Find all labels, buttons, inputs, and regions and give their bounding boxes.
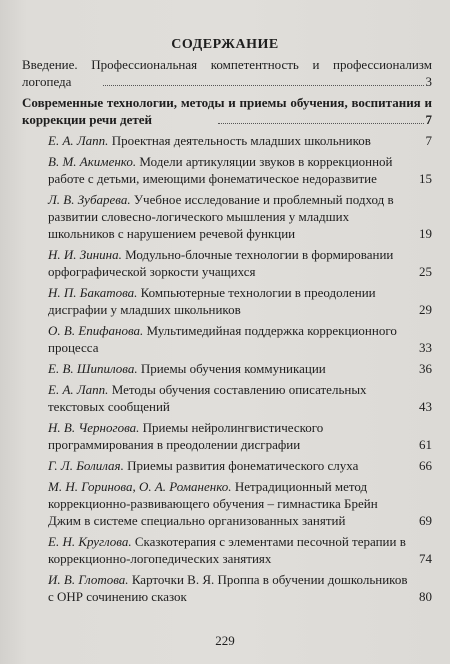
page-ref: 80 [419,589,432,604]
entry-title: Карточки В. Я. Проппа в обучении дошкольников с ОНР сочинению сказок [48,572,408,604]
leader-dots [103,84,423,86]
entry-author: Н. П. Бакатова. [48,285,138,300]
page-ref: 43 [419,399,432,414]
page-ref: 66 [419,458,432,473]
entry-title: Введение. Профессиональная компетентность и профессионализм логопеда [22,57,432,89]
entry-title: Модели артикуляции звуков в коррекционной работе с детьми, имеющими фонематическое недоразвитие [48,154,393,186]
entry-title: Проектная деятельность младших школьников [111,133,371,148]
toc-entry [22,246,432,280]
toc-entry [22,533,432,567]
leader-dots [218,122,423,124]
entry-author: Е. А. Лапп. [48,133,109,148]
entry-author: Г. Л. Болилая. [48,458,124,473]
page-ref: 61 [419,437,432,452]
entry-author: Е. А. Лапп. [48,382,109,397]
page-ref: 36 [419,361,432,376]
section-title: Современные технологии, методы и приемы обучения, воспитания и коррекции речи детей [22,95,432,127]
entry-author: В. М. Акименко. [48,154,137,169]
page-ref: 7 [425,112,432,127]
toc-entry [22,419,432,453]
entry-author: О. В. Епифанова. [48,323,144,338]
page-ref: 7 [425,133,432,148]
entry-author: М. Н. Горинова, О. А. Романенко. [48,479,232,494]
page-ref: 74 [419,551,432,566]
toc-entries [22,132,432,605]
toc-entry [22,571,432,605]
entry-author: Н. И. Зинина. [48,247,122,262]
page-ref: 25 [419,264,432,279]
entry-author: И. В. Глотова. [48,572,129,587]
page-number: 229 [215,633,235,648]
toc-entry [22,381,432,415]
entry-title: Мультимедийная поддержка коррекционного процесса [48,323,397,355]
entry-title: Модульно-блочные технологии в формировании орфографической зоркости учащихся [48,247,394,279]
table-of-contents [22,56,432,609]
entry-title: Нетрадиционный метод коррекционно-развивающего обучения – гимнастика Брейн Джим в системе специально организованных занятий [48,479,378,528]
toc-entry [22,191,432,242]
toc-entry [22,478,432,529]
page-ref: 29 [419,302,432,317]
toc-entry [22,322,432,356]
entry-title: Учебное исследование и проблемный подход в развитии словесно-логического мышления у младших школьников с нарушением речевой функции [48,192,394,241]
entry-author: Л. В. Зубарева. [48,192,131,207]
contents-title: СОДЕРЖАНИЕ [171,37,279,52]
entry-title: Сказкотерапия с элементами песочной терапии в коррекционно-логопедических занятиях [48,534,406,566]
entry-title: Приемы развития фонематического слуха [127,458,359,473]
toc-entry-intro [22,56,432,90]
page-ref: 69 [419,513,432,528]
entry-author: Е. В. Шипилова. [48,361,138,376]
toc-entry [22,153,432,187]
page-ref: 19 [419,226,432,241]
entry-author: Н. В. Черногова. [48,420,140,435]
toc-entry [22,360,432,377]
page-ref: 15 [419,171,432,186]
toc-entry [22,284,432,318]
entry-title: Приемы нейролингвистического программирования в преодолении дисграфии [48,420,324,452]
entry-title: Приемы обучения коммуникации [140,361,326,376]
entry-title: Методы обучения составлению описательных текстовых сообщений [48,382,367,414]
toc-entry [22,132,432,149]
entry-title: Компьютерные технологии в преодолении дисграфии у младших школьников [48,285,376,317]
page-ref: 33 [419,340,432,355]
toc-section-heading [22,94,432,128]
page-ref: 3 [425,74,432,89]
entry-author: Е. Н. Круглова. [48,534,132,549]
toc-entry [22,457,432,474]
